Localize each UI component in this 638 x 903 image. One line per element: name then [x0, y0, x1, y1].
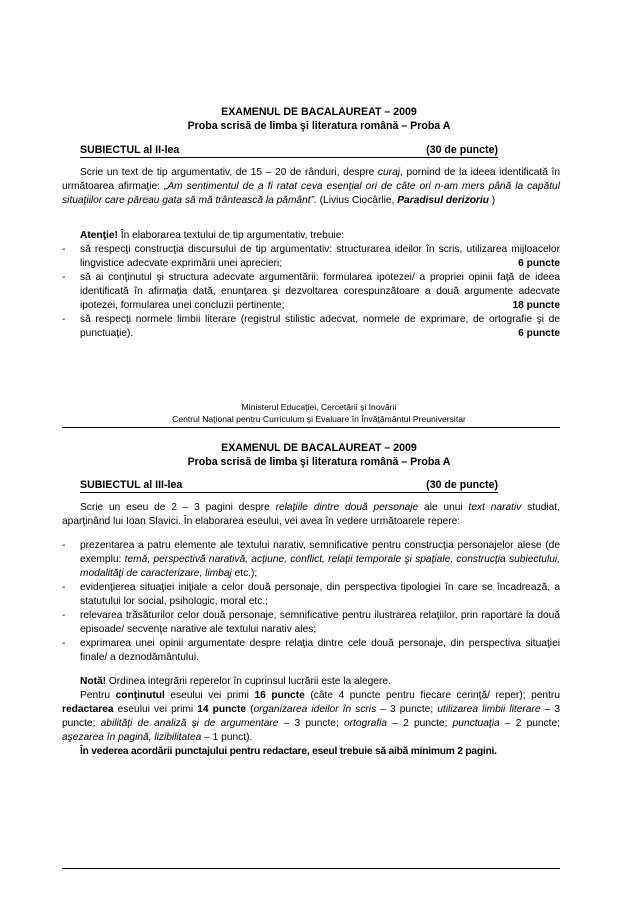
exam1-attention-text: În elaborarea textului de tip argumentativ, trebuie: — [117, 230, 345, 241]
scoring-s8: – 3 puncte; — [278, 717, 344, 729]
scoring-s2: eseului vei primi — [164, 690, 255, 701]
scoring-layout: aşezarea în pagină, lizibilitatea — [62, 731, 202, 743]
exam1-title: EXAMENUL DE BACALAUREAT – 2009 — [221, 106, 417, 118]
exam1-subject-label: SUBIECTUL al II-lea — [80, 144, 180, 156]
footer-center: Centrul Naţional pentru Curriculum şi Evaluare în Învăţământul Preuniversitar — [172, 414, 466, 424]
exam1-subject-heading — [80, 144, 498, 158]
exam1-prompt-b: , pornind de la ideea identificată în următoarea afirmaţie: — [62, 167, 561, 192]
exam2-item-3-a: relevarea trăsăturilor celor două personaje, semnificative pentru ilustrarea relaţiilor, prin raportare la două episoade/ secvenţe narative ale textului narativ ales; — [80, 610, 560, 635]
exam2-note — [62, 675, 560, 689]
exam2-item-4-dash: - — [62, 638, 66, 649]
exam2-title: EXAMENUL DE BACALAUREAT – 2009 — [221, 442, 417, 454]
scoring-s4: eseului vei primi — [113, 703, 198, 715]
exam2-subject-points: (30 de puncte) — [426, 479, 498, 491]
page-bottom-divider — [62, 868, 560, 869]
scoring-content-label: conţinutul — [115, 690, 165, 701]
exam2-subtitle: Proba scrisă de limba şi literatura română – Proba A — [187, 456, 451, 468]
exam2-item-2-dash: - — [62, 582, 66, 593]
exam2-prompt-topic: relaţiile dintre două personaje — [275, 502, 419, 513]
exam1-item-2 — [62, 271, 560, 313]
exam2-item-1-a: prezentarea a patru elemente ale textului narativ, semnificative pentru construcţia personajelor alese (de exemplu: — [80, 540, 560, 565]
exam1-source-b: ) — [488, 194, 496, 206]
exam1-attention — [62, 229, 560, 243]
scoring-analysis: abilităţi de analiză şi de argumentare — [100, 717, 279, 729]
exam2-item-2 — [62, 581, 560, 609]
scoring-s10: – 2 puncte; — [499, 717, 561, 729]
exam2-item-2-a: evidenţierea situaţiei iniţiale a celor două personaje, din perspectiva tipologiei în care se încadrează, a statutului lor social, psihologic, moral etc.; — [80, 582, 560, 607]
exam2-subject-label: SUBIECTUL al III-lea — [80, 479, 183, 491]
exam2-prompt-c: studiat, aparţinând lui Ioan Slavici. În elaborarea eseului, vei avea în vedere următoarele repere: — [62, 502, 560, 527]
exam2-item-1 — [62, 539, 560, 581]
exam2-item-1-i: temă, perspectivă narativă, acţiune, conflict, relaţii temporale şi spaţiale, construcţia subiectului, modalităţi de caracterizare, limbaj — [80, 553, 560, 579]
exam2-item-1-b: etc.); — [231, 567, 258, 579]
exam2-prompt — [62, 501, 560, 529]
exam1-source-a: (Livius Ciocârlie, — [316, 194, 398, 206]
exam2-item-3-dash: - — [62, 610, 66, 621]
scoring-s7: – 3 puncte; — [62, 703, 560, 729]
exam1-item-1-dash: - — [62, 244, 66, 255]
scoring-organization: organizarea ideilor în scris — [253, 703, 377, 715]
scoring-s6: – 3 puncte; — [376, 703, 438, 715]
exam1-item-2-text: să ai conţinutul şi structura adecvate argumentării: formularea ipotezei/ a propriei opinii faţă de ideea identificată în afirmaţia dată, enunţarea şi dezvoltarea corespunzătoare a două argumente adecvate ipotezei, formularea unei concluzii pertinente; — [80, 272, 560, 311]
exam1-item-3 — [62, 313, 560, 341]
scoring-writing-label: redactarea — [62, 703, 114, 715]
exam1-quote: „Am sentimentul de a fi ratat ceva esenţial ori de câte ori n-am mers până la capătul situaţiilor care păreau gata să mă trântească la pământ”. — [62, 180, 560, 206]
exam1-subject-points: (30 de puncte) — [426, 144, 498, 156]
exam2-note-text: Ordinea integrării reperelor în cuprinsul lucrării este la alegere. — [106, 676, 391, 687]
scoring-punctuation: punctuaţia — [452, 717, 500, 729]
exam1-item-1-points: 6 puncte — [518, 257, 560, 269]
exam2-final-requirement: În vederea acordării punctajului pentru redactare, eseul trebuie să aibă minimum 2 pagini. — [80, 746, 497, 757]
scoring-s1: Pentru — [80, 690, 116, 701]
exam1-item-3-dash: - — [62, 314, 66, 325]
scoring-writing-points: 14 puncte — [197, 703, 247, 715]
scoring-s3: (câte 4 puncte pentru fiecare cerinţă/ reper); pentru — [304, 690, 560, 701]
exam1-prompt — [62, 166, 560, 208]
exam1-item-2-points: 18 puncte — [512, 299, 560, 311]
exam1-item-1 — [62, 243, 560, 271]
exam1-prompt-a: Scrie un text de tip argumentativ, de 15 – 20 de rânduri, despre — [80, 167, 378, 178]
exam1-subtitle: Proba scrisă de limba şi literatura română – Proba A — [187, 120, 451, 132]
exam2-item-4 — [62, 637, 560, 665]
exam2-item-4-a: exprimarea unei opinii argumentate despre relaţia dintre cele două personaje, din perspectiva situaţiei finale/ a deznodământului. — [80, 638, 560, 663]
scoring-s9: – 2 puncte; — [387, 717, 453, 729]
exam1-attention-label: Atenţie! — [80, 230, 118, 241]
exam2-prompt-b: ale unui — [418, 502, 469, 513]
exam1-item-3-points: 6 puncte — [518, 327, 560, 339]
exam2-scoring — [62, 689, 560, 745]
footer-ministry: Ministerul Educaţiei, Cercetării şi Inovării — [241, 402, 397, 412]
scoring-literary-language: utilizarea limbii literare — [437, 703, 541, 715]
scoring-s11: – 1 punct). — [201, 731, 253, 743]
exam2-item-1-dash: - — [62, 540, 66, 551]
exam2-prompt-a: Scrie un eseu de 2 – 3 pagini despre — [80, 502, 276, 513]
scoring-spelling: ortografia — [344, 717, 388, 729]
footer-divider — [62, 427, 560, 428]
exam2-prompt-text: text narativ — [468, 502, 522, 513]
exam1-item-1-text: să respecţi construcţia discursului de tip argumentativ: structurarea ideilor în scris, utilizarea mijloacelor lingvistice adecvate exprimării unei aprecieri; — [80, 244, 560, 269]
exam2-subject-heading — [80, 479, 498, 493]
exam1-item-2-dash: - — [62, 272, 66, 283]
exam2-note-label: Notă! — [80, 676, 107, 687]
scoring-content-points: 16 puncte — [254, 690, 305, 701]
exam1-item-3-text: să respecţi normele limbii literare (registrul stilistic adecvat, normele de exprimare, de ortografie şi de punctuaţie). — [80, 314, 560, 339]
exam1-source-title: Paradisul derizoriu — [397, 194, 489, 206]
exam1-prompt-curaj: curaj — [377, 167, 401, 178]
exam2-item-3 — [62, 609, 560, 637]
scoring-s5: ( — [246, 703, 254, 715]
